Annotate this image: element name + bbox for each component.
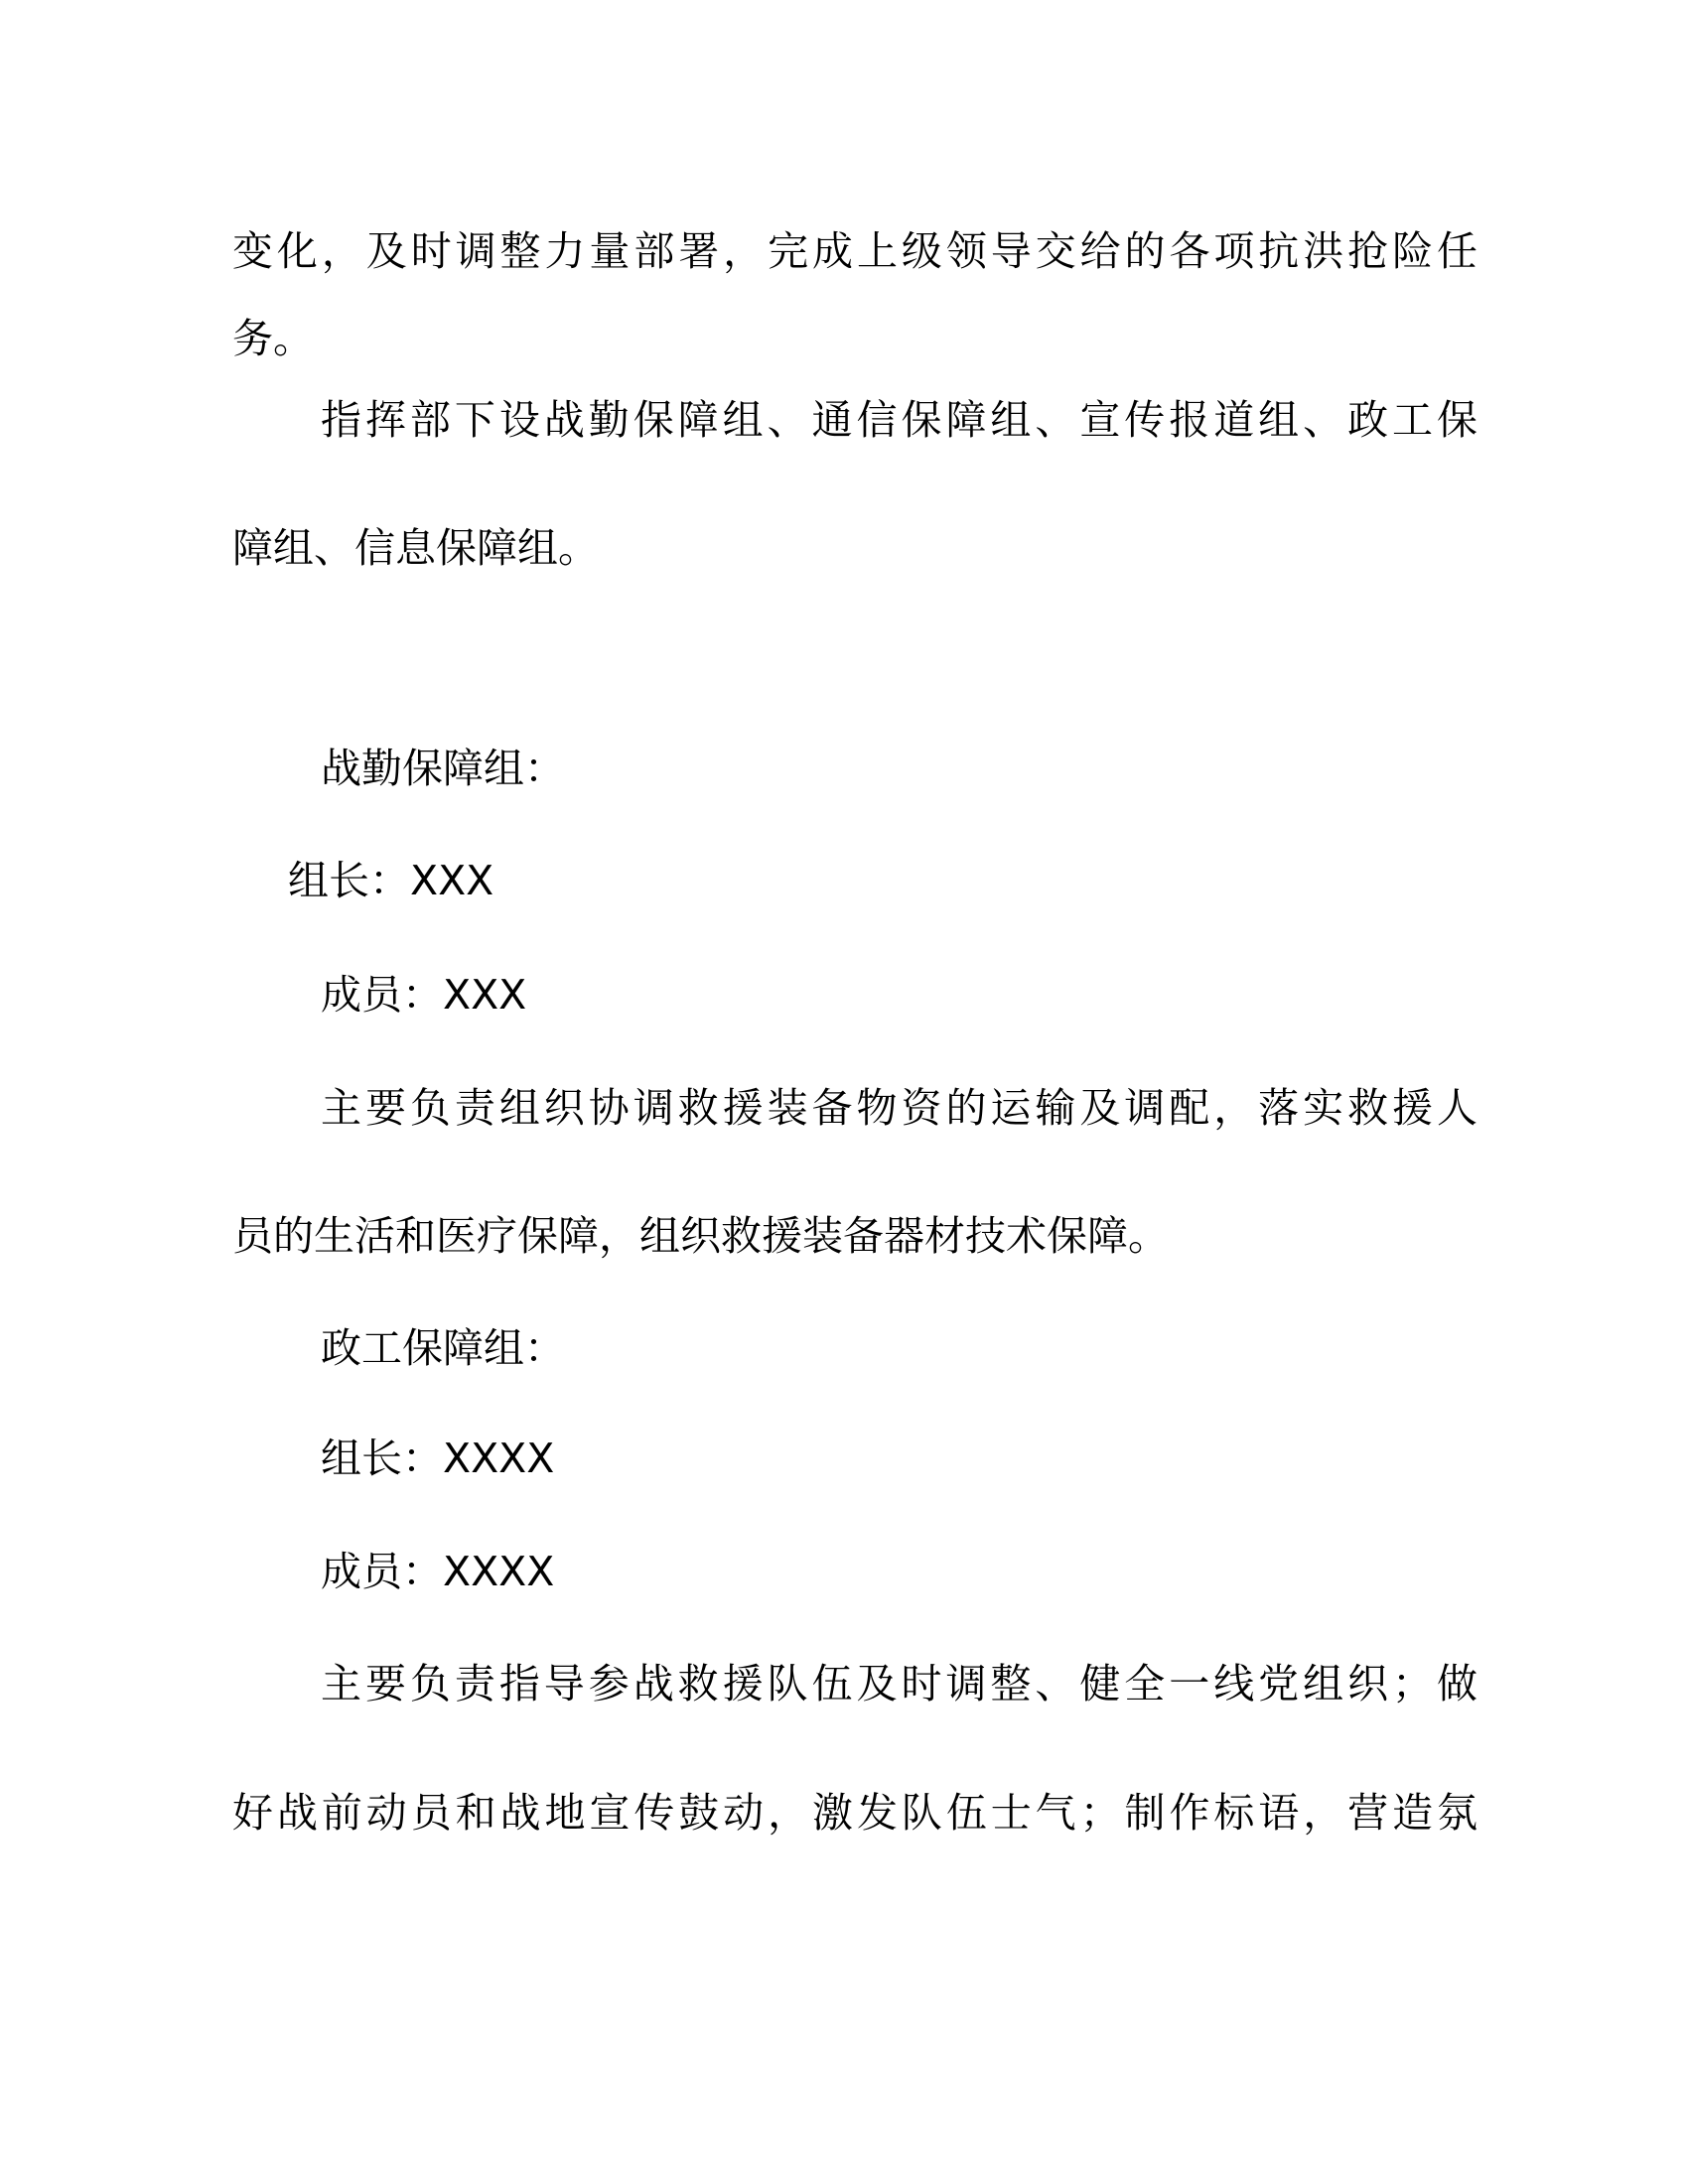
political-group-members: 成员：XXXX — [321, 1548, 555, 1595]
political-group-duty-line-1: 主要负责指导参战救援队伍及时调整、健全一线党组织；做 — [321, 1660, 1477, 1707]
political-group-duty-line-2: 好战前动员和战地宣传鼓动，激发队伍士气；制作标语，营造氛 — [232, 1789, 1477, 1837]
logistics-group-members: 成员：XXX — [321, 971, 527, 1019]
logistics-group-duty-line-1: 主要负责组织协调救援装备物资的运输及调配，落实救援人 — [321, 1084, 1477, 1132]
logistics-group-duty-line-2: 员的生活和医疗保障，组织救援装备器材技术保障。 — [232, 1212, 1169, 1260]
political-group-leader: 组长：XXXX — [321, 1434, 555, 1482]
political-group-heading: 政工保障组： — [321, 1324, 565, 1372]
logistics-group-leader: 组长：XXX — [288, 857, 494, 904]
paragraph-1-line-2: 务。 — [232, 315, 314, 362]
paragraph-1-line-1: 变化，及时调整力量部署，完成上级领导交给的各项抗洪抢险任 — [232, 227, 1477, 275]
logistics-group-heading: 战勤保障组： — [321, 745, 565, 792]
paragraph-2-line-1: 指挥部下设战勤保障组、通信保障组、宣传报道组、政工保 — [321, 396, 1477, 444]
paragraph-2-line-2: 障组、信息保障组。 — [232, 524, 599, 572]
